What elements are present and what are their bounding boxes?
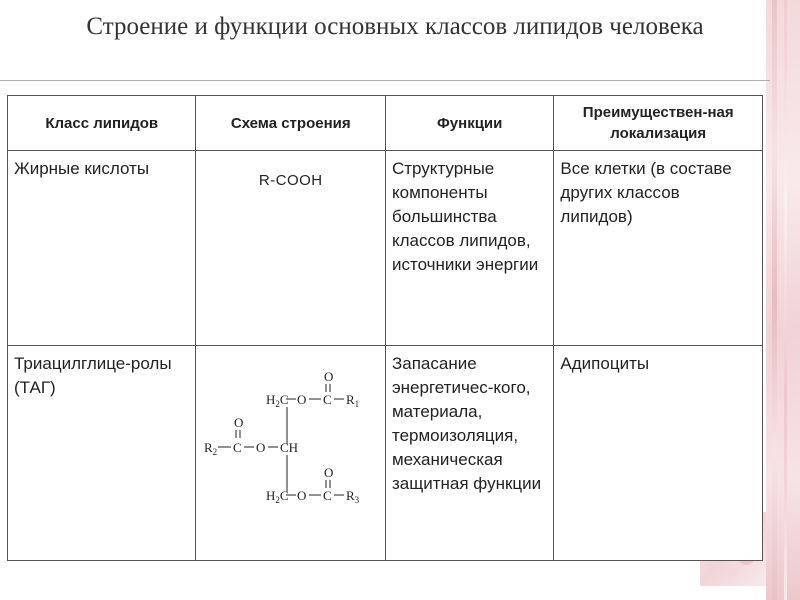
svg-text:R2: $R_2$ — [204, 440, 218, 457]
side-decoration — [766, 0, 800, 600]
svg-text:CH: CH — [280, 440, 299, 455]
cell-structure — [196, 151, 386, 346]
triacylglycerol-structure — [196, 346, 384, 546]
table-row — [8, 151, 763, 346]
svg-text:O: O — [256, 440, 266, 455]
header-structure: Схема строения — [196, 96, 386, 151]
svg-text:R3: $R_3$ — [346, 488, 360, 505]
svg-text:C: C — [323, 488, 333, 503]
carbonyl-o-top: O — [324, 369, 334, 384]
carbonyl-o-middle: O — [234, 415, 244, 430]
cell-class: Триацилглице-ролы (ТАГ) — [8, 346, 196, 561]
header-class: Класс липидов — [8, 96, 196, 151]
fatty-acid-formula: R-COOH — [258, 172, 323, 189]
svg-text:H2C: $H_2C$ — [266, 392, 290, 409]
header-functions: Функции — [385, 96, 553, 151]
cell-class: Жирные кислоты — [8, 151, 196, 346]
cell-functions: Структурные компоненты большинства классов липидов, источники энергии — [385, 151, 553, 346]
table-header-row — [8, 96, 763, 151]
table-row — [8, 346, 763, 561]
svg-text:O: O — [297, 392, 307, 407]
page-title: Строение и функции основных классов липидов человека — [86, 13, 704, 40]
cell-functions: Запасание энергетичес-кого, материала, термоизоляция, механическая защитная функции — [385, 346, 553, 561]
cell-localization: Все клетки (в составе других классов липидов) — [554, 151, 763, 346]
svg-text:C: C — [233, 440, 243, 455]
svg-text:O: O — [297, 488, 307, 503]
svg-text:H2C: $H_2C$ — [266, 488, 290, 505]
svg-text:R1: $R_1$ — [346, 392, 360, 409]
cell-localization: Адипоциты — [554, 346, 763, 561]
svg-text:C: C — [323, 392, 333, 407]
header-localization: Преимуществен-ная локализация — [554, 96, 763, 151]
cell-structure — [196, 346, 386, 561]
lipids-table — [7, 95, 763, 561]
title-divider — [0, 80, 770, 81]
carbonyl-o-bottom: O — [324, 465, 334, 480]
